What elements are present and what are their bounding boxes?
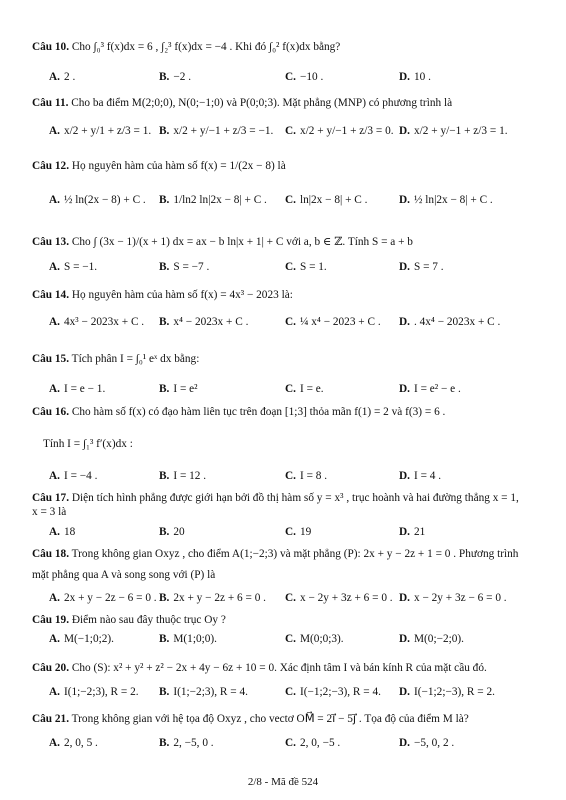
option-b[interactable]: B. M(1;0;0). <box>159 633 217 645</box>
question-text: Trong không gian với hệ tọa độ Oxyz , cho vectơ OM⃗ = 2i⃗ − 5j⃗ . Tọa độ của điểm M là? <box>71 713 469 725</box>
option-c[interactable]: C. I = e. <box>285 383 324 395</box>
option-c[interactable]: C. M(0;0;3). <box>285 633 344 645</box>
option-b[interactable]: B. x⁴ − 2023x + C . <box>159 316 249 328</box>
question-label: Câu 12. <box>32 160 70 172</box>
option-a[interactable]: A. 18 <box>49 526 76 538</box>
option-c[interactable]: C. 19 <box>285 526 312 538</box>
question-text: Họ nguyên hàm của hàm số f(x) = 1/(2x − 8) là <box>71 160 286 172</box>
question-16-continuation: Tính I = ∫₁³ f′(x)dx : <box>43 438 133 450</box>
question-17-continuation: x = 3 là <box>32 506 67 518</box>
option-b[interactable]: B. I(1;−2;3), R = 4. <box>159 686 248 698</box>
option-a[interactable]: A. M(−1;0;2). <box>49 633 114 645</box>
option-b[interactable]: B. I = 12 . <box>159 470 207 482</box>
options-18 <box>49 592 546 606</box>
question-18-continuation: mặt phẳng qua A và song song với (P) là <box>32 569 216 581</box>
option-b[interactable]: B. 2x + y − 2z + 6 = 0 . <box>159 592 266 604</box>
question-label: Câu 14. <box>32 289 70 301</box>
option-c[interactable]: C. 2, 0, −5 . <box>285 737 341 749</box>
question-text: Họ nguyên hàm của hàm số f(x) = 4x³ − 2023 là: <box>71 289 293 301</box>
question-label: Câu 16. <box>32 406 70 418</box>
question-label: Câu 10. <box>32 41 70 53</box>
option-a[interactable]: A. 2 . <box>49 71 76 83</box>
option-d[interactable]: D. 10 . <box>399 71 431 83</box>
options-16 <box>49 470 546 484</box>
question-21 <box>32 712 538 726</box>
option-c[interactable]: C. I = 8 . <box>285 470 328 482</box>
option-a[interactable]: A. x/2 + y/1 + z/3 = 1. <box>49 125 152 137</box>
option-c[interactable]: C. x/2 + y/−1 + z/3 = 0. <box>285 125 394 137</box>
question-label: Câu 21. <box>32 713 70 725</box>
option-d[interactable]: D. ½ ln|2x − 8| + C . <box>399 194 493 206</box>
option-b[interactable]: B. 1/ln2 ln|2x − 8| + C . <box>159 194 267 206</box>
question-text: Cho ∫ (3x − 1)/(x + 1) dx = ax − b ln|x + 1| + C với a, b ∈ ℤ. Tính S = a + b <box>71 236 413 248</box>
question-11 <box>32 96 538 110</box>
option-d[interactable]: D. S = 7 . <box>399 261 444 273</box>
question-label: Câu 11. <box>32 97 69 109</box>
option-c[interactable]: C. ¼ x⁴ − 2023 + C . <box>285 316 381 328</box>
question-text: Cho ∫₀³ f(x)dx = 6 , ∫₂³ f(x)dx = −4 . Khi đó ∫₀² f(x)dx bằng? <box>71 41 341 53</box>
options-10 <box>49 71 546 85</box>
option-b[interactable]: B. −2 . <box>159 71 192 83</box>
question-label: Câu 13. <box>32 236 70 248</box>
question-label: Câu 20. <box>32 662 70 674</box>
option-c[interactable]: C. −10 . <box>285 71 324 83</box>
options-21 <box>49 737 546 751</box>
question-14 <box>32 288 538 302</box>
option-d[interactable]: D. x/2 + y/−1 + z/3 = 1. <box>399 125 508 137</box>
question-15 <box>32 352 538 366</box>
question-18 <box>32 547 538 561</box>
option-d[interactable]: D. x − 2y + 3z − 6 = 0 . <box>399 592 507 604</box>
option-b[interactable]: B. 20 <box>159 526 185 538</box>
options-19 <box>49 633 546 647</box>
option-c[interactable]: C. x − 2y + 3z + 6 = 0 . <box>285 592 393 604</box>
question-10 <box>32 40 538 54</box>
options-14 <box>49 316 546 330</box>
question-19 <box>32 613 538 627</box>
option-b[interactable]: B. 2, −5, 0 . <box>159 737 214 749</box>
option-c[interactable]: C. S = 1. <box>285 261 327 273</box>
option-a[interactable]: A. 2, 0, 5 . <box>49 737 98 749</box>
options-20 <box>49 686 546 700</box>
question-label: Câu 17. <box>32 492 70 504</box>
question-text: Cho (S): x² + y² + z² − 2x + 4y − 6z + 10 = 0. Xác định tâm I và bán kính R của mặt cầu đó. <box>71 662 487 674</box>
question-text: Cho hàm số f(x) có đạo hàm liên tục trên đoạn [1;3] thỏa mãn f(1) = 2 và f(3) = 6 . <box>71 406 446 418</box>
option-d[interactable]: D. I = e² − e . <box>399 383 461 395</box>
options-17 <box>49 526 546 540</box>
question-label: Câu 15. <box>32 353 70 365</box>
option-a[interactable]: A. 2x + y − 2z − 6 = 0 . <box>49 592 157 604</box>
page-footer: 2/8 - Mã đề 524 <box>247 776 319 788</box>
option-b[interactable]: B. I = e² <box>159 383 198 395</box>
question-text: Trong không gian Oxyz , cho điểm A(1;−2;3) và mặt phẳng (P): 2x + y − 2z + 1 = 0 . Phương trình <box>71 548 519 560</box>
option-d[interactable]: D. . 4x⁴ − 2023x + C . <box>399 316 501 328</box>
question-text: Diện tích hình phẳng được giới hạn bởi đồ thị hàm số y = x³ , trục hoành và hai đường thẳng x = 1, <box>71 492 519 504</box>
option-a[interactable]: A. I = −4 . <box>49 470 98 482</box>
option-a[interactable]: A. 4x³ − 2023x + C . <box>49 316 145 328</box>
question-17 <box>32 491 538 505</box>
option-a[interactable]: A. ½ ln(2x − 8) + C . <box>49 194 146 206</box>
options-12 <box>49 194 546 208</box>
option-d[interactable]: D. I(−1;2;−3), R = 2. <box>399 686 495 698</box>
option-a[interactable]: A. S = −1. <box>49 261 98 273</box>
question-13 <box>32 235 538 249</box>
option-a[interactable]: A. I = e − 1. <box>49 383 106 395</box>
question-12 <box>32 159 538 173</box>
question-text: Tích phân I = ∫₀¹ eˣ dx bằng: <box>71 353 200 365</box>
option-d[interactable]: D. −5, 0, 2 . <box>399 737 455 749</box>
question-20 <box>32 661 538 675</box>
option-d[interactable]: D. M(0;−2;0). <box>399 633 464 645</box>
option-d[interactable]: D. 21 <box>399 526 426 538</box>
question-text: Cho ba điểm M(2;0;0), N(0;−1;0) và P(0;0;3). Mặt phẳng (MNP) có phương trình là <box>71 97 453 109</box>
options-11 <box>49 125 546 139</box>
question-16 <box>32 405 538 419</box>
option-c[interactable]: C. I(−1;2;−3), R = 4. <box>285 686 381 698</box>
question-label: Câu 18. <box>32 548 70 560</box>
options-13 <box>49 261 546 275</box>
question-label: Câu 19. <box>32 614 70 626</box>
option-b[interactable]: B. x/2 + y/−1 + z/3 = −1. <box>159 125 274 137</box>
options-15 <box>49 383 546 397</box>
option-a[interactable]: A. I(1;−2;3), R = 2. <box>49 686 139 698</box>
option-b[interactable]: B. S = −7 . <box>159 261 210 273</box>
option-c[interactable]: C. ln|2x − 8| + C . <box>285 194 368 206</box>
option-d[interactable]: D. I = 4 . <box>399 470 442 482</box>
question-text: Điểm nào sau đây thuộc trục Oy ? <box>71 614 226 626</box>
